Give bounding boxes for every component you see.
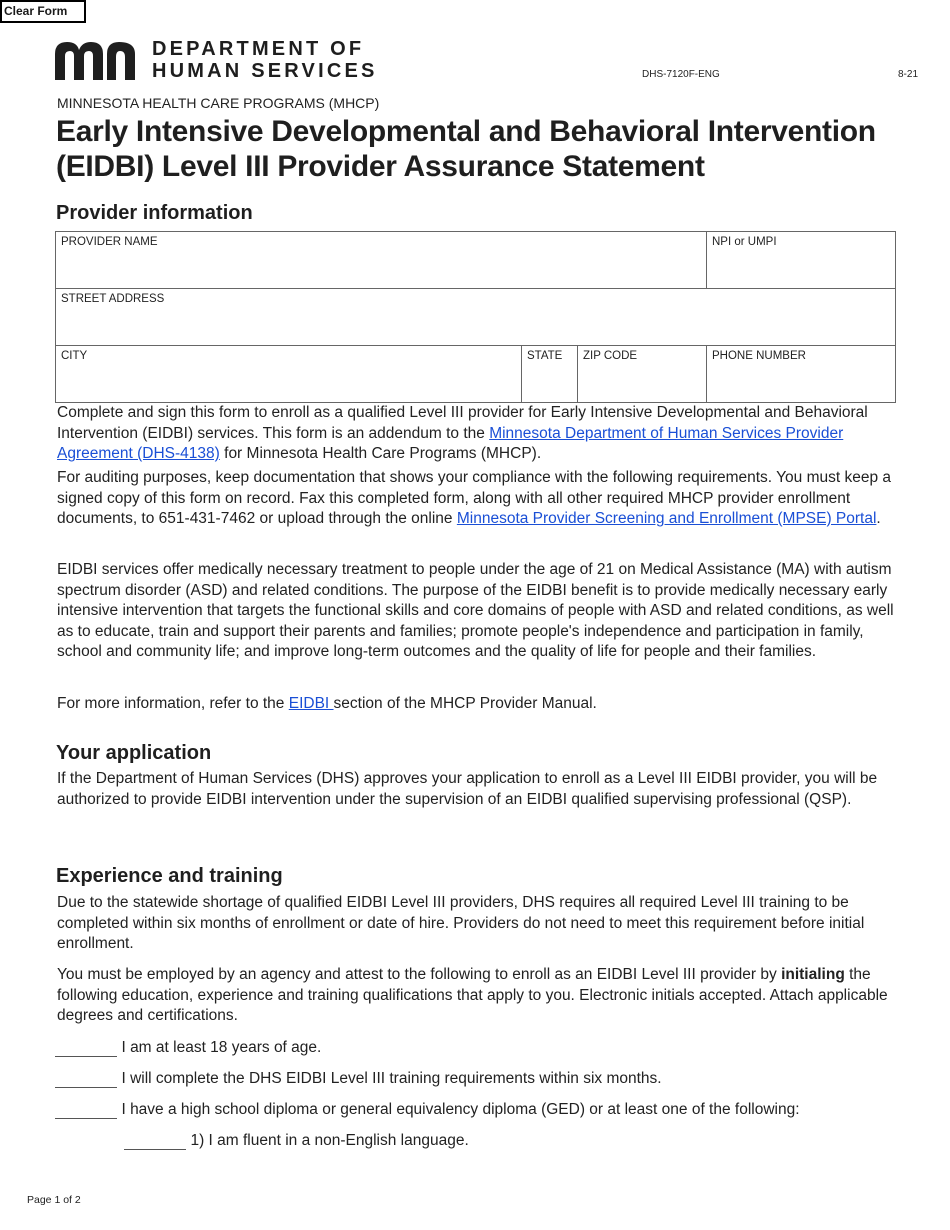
- intro-paragraph-2: For auditing purposes, keep documentation that shows your compliance with the following requirements. You must keep a signed copy of this form on record. Fax this completed form, along with all other required MHCP provider enrollment documents, to 651-431-7462 or upload through the online Minnesota Provider Screening and Enrollment (MPSE) Portal.: [57, 469, 892, 527]
- initial-item-training: [55, 1069, 662, 1088]
- provider-info-heading: Provider information: [56, 202, 253, 224]
- eidbi-manual-link[interactable]: EIDBI: [288, 695, 334, 712]
- phone-field[interactable]: [707, 346, 896, 403]
- initial-item-label: I have a high school diploma or general equivalency diploma (GED) or at least one of the following:: [121, 1101, 800, 1118]
- experience-paragraph-2: You must be employed by an agency and attest to the following to enroll as an EIDBI Level III provider by initialing the following education, experience and training qualifications that apply to you. Electronic initials accepted. Attach applicable degrees and certifications.: [57, 966, 888, 1024]
- street-address-label: STREET ADDRESS: [61, 293, 165, 305]
- initial-input-diploma[interactable]: [55, 1100, 117, 1119]
- dept-name-line2: HUMAN SERVICES: [152, 60, 378, 82]
- dept-name-line1: DEPARTMENT OF: [152, 38, 365, 60]
- provider-agreement-link[interactable]: Minnesota Department of Human Services Provider Agreement (DHS-4138): [57, 424, 844, 462]
- city-label: CITY: [61, 350, 88, 362]
- initial-item-label: 1) I am fluent in a non-English language.: [190, 1132, 469, 1149]
- clear-form-button[interactable]: Clear Form: [0, 0, 86, 23]
- npi-field[interactable]: [707, 232, 896, 289]
- city-field[interactable]: [56, 346, 522, 403]
- form-date: 8-21: [898, 69, 919, 80]
- mpse-portal-link[interactable]: Minnesota Provider Screening and Enrollment (MPSE) Portal: [456, 510, 877, 527]
- npi-label: NPI or UMPI: [712, 236, 777, 248]
- initial-input-training[interactable]: [55, 1069, 117, 1088]
- dhs-logo-icon: [55, 40, 147, 80]
- initial-item-language: [124, 1131, 469, 1150]
- initial-item-label: I will complete the DHS EIDBI Level III training requirements within six months.: [121, 1070, 662, 1087]
- provider-name-field[interactable]: [56, 232, 707, 289]
- street-address-field[interactable]: [56, 289, 896, 346]
- zip-field[interactable]: [578, 346, 707, 403]
- experience-paragraph-1: Due to the statewide shortage of qualified EIDBI Level III providers, DHS requires all required Level III training to be completed within six months of enrollment or date of hire. Providers do not need to meet this requirement before initial enrollment.: [57, 894, 865, 952]
- initial-input-language[interactable]: [124, 1131, 186, 1150]
- provider-info-table: [55, 231, 896, 403]
- page-title-line1: Early Intensive Developmental and Behavioral Intervention: [56, 115, 876, 148]
- state-field[interactable]: [522, 346, 578, 403]
- intro-paragraph-1: Complete and sign this form to enroll as a qualified Level III provider for Early Intensive Developmental and Behavioral Intervention (EIDBI) services. This form is an addendum to the Minnesota Department of Human Services Provider Agreement (DHS-4138) for Minnesota Health Care Programs (MHCP).: [57, 404, 868, 462]
- page-title-line2: (EIDBI) Level III Provider Assurance Statement: [56, 150, 705, 183]
- intro-paragraph-4: For more information, refer to the EIDBI section of the MHCP Provider Manual.: [57, 695, 597, 712]
- program-name: MINNESOTA HEALTH CARE PROGRAMS (MHCP): [57, 95, 380, 111]
- experience-heading: Experience and training: [56, 865, 283, 887]
- intro-paragraph-3: EIDBI services offer medically necessary treatment to people under the age of 21 on Medical Assistance (MA) with autism spectrum disorder (ASD) and related conditions. The purpose of the EIDBI benefit is to provide medically necessary early intensive intervention that targets the functional skills and core domains of people with ASD and related conditions, as well as to educate, train and support their parents and families; promote people's independence and participation in family, school and community life; and improve long-term outcomes and the quality of life for people and their families.: [57, 561, 894, 660]
- page-number: Page 1 of 2: [27, 1194, 81, 1206]
- provider-name-label: PROVIDER NAME: [61, 236, 158, 248]
- initial-item-age: [55, 1038, 321, 1057]
- initial-item-diploma: [55, 1100, 800, 1119]
- state-label: STATE: [527, 350, 563, 362]
- application-text: If the Department of Human Services (DHS) approves your application to enroll as a Level III EIDBI provider, you will be authorized to provide EIDBI intervention under the supervision of an EIDBI qualified supervising professional (QSP).: [57, 770, 878, 808]
- phone-label: PHONE NUMBER: [712, 350, 806, 362]
- application-heading: Your application: [56, 742, 212, 764]
- initial-item-label: I am at least 18 years of age.: [121, 1039, 322, 1056]
- form-code: DHS-7120F-ENG: [642, 69, 720, 80]
- initial-input-age[interactable]: [55, 1038, 117, 1057]
- zip-label: ZIP CODE: [583, 350, 638, 362]
